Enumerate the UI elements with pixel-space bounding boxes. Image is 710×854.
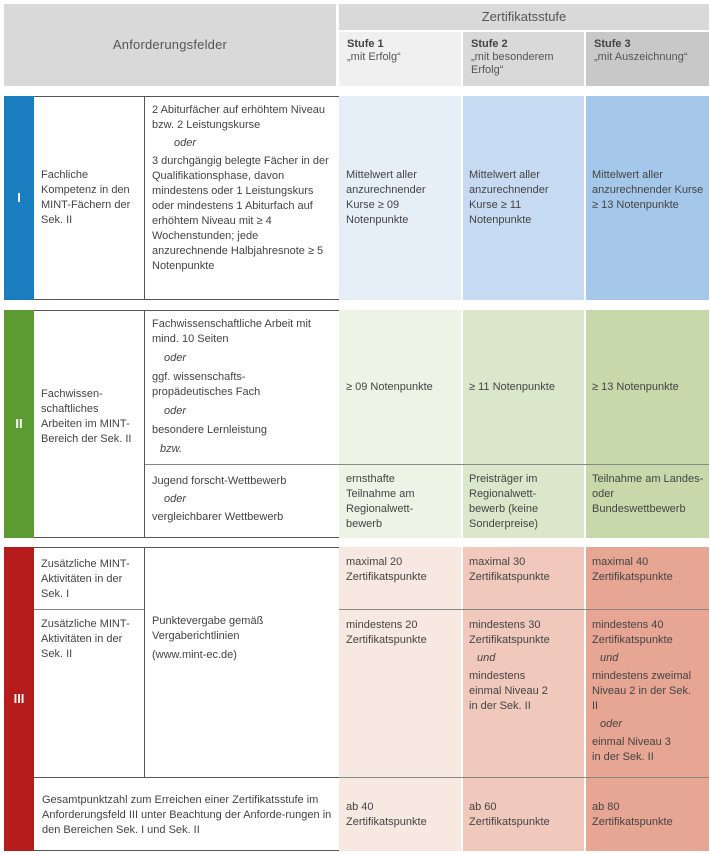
s2-req-b: ggf. wissenschafts-propädeutisches Fach: [152, 371, 261, 398]
s3-total-stufe1: ab 40 Zertifikatspunkte: [346, 801, 427, 828]
s3-b3-b: mindestens zweimal Niveau 2 in der Sek. II: [592, 670, 692, 712]
s2-stufe3-value: ≥ 13 Notenpunkte: [592, 381, 679, 393]
s3-b-stufe3: [592, 618, 704, 765]
s1-or: oder: [174, 137, 197, 149]
s2-or3: oder: [164, 493, 187, 505]
s2-bzw: bzw.: [160, 443, 183, 455]
s2-stufe1-value: ≥ 09 Notenpunkte: [346, 381, 433, 393]
s1-requirements: [152, 103, 336, 274]
section-1-marker: [4, 96, 34, 300]
s2-field: Fachwissen-schaftliches Arbeiten im MINT-Bereich der Sek. II: [41, 388, 132, 445]
s1-field: Fachliche Kompetenz in den MINT-Fächern der Sek. II: [41, 169, 131, 226]
s3-req-url: (www.mint-ec.de): [152, 649, 237, 661]
s1-bottom-line: [34, 299, 339, 300]
s3-a-stufe1: maximal 20 Zertifikatspunkte: [346, 556, 427, 583]
s3-a-stufe2: maximal 30 Zertifikatspunkte: [469, 556, 550, 583]
section-3-marker: [4, 547, 34, 851]
s3-b2-a: mindestens 30 Zertifikatspunkte: [469, 619, 550, 646]
header-stufe1: [339, 32, 461, 86]
s2-divider: [144, 310, 145, 538]
s3-b-stufe2: [469, 618, 581, 714]
section-2-roman: II: [15, 416, 23, 431]
s3-total-label: Gesamtpunktzahl zum Erreichen einer Zertifikatsstufe im Anforderungsfeld III unter Beachtung der Anforde-rungen in den Bereichen Sek. I und Sek. II: [42, 794, 332, 836]
s3-req: Punktevergabe gemäß Vergaberichtlinien: [152, 615, 264, 642]
s3-b2-b: mindestens einmal Niveau 2 in der Sek. II: [469, 670, 548, 712]
s1-top-line: [34, 96, 339, 97]
s2-comp-stufe3: Teilnahme am Landes- oder Bundeswettbewerb: [592, 473, 704, 515]
s2-req-c: besondere Lernleistung: [152, 424, 267, 436]
s1-stufe1-value: Mittelwert aller anzurechnender Kurse ≥ 09 Notenpunkte: [346, 169, 426, 226]
s3-b3-c: einmal Niveau 3 in der Sek. II: [592, 736, 671, 763]
s2-req-e: vergleichbarer Wettbewerb: [152, 511, 284, 523]
s3-line-a-right: [339, 609, 709, 610]
s2-mid-line: [144, 464, 709, 465]
s1-stufe3-value: Mittelwert aller anzurechnender Kurse ≥ 13 Notenpunkte: [592, 169, 704, 211]
s3-a-stufe3: maximal 40 Zertifikatspunkte: [592, 556, 673, 583]
s3-b2-und: und: [477, 652, 496, 664]
s3-top-line: [34, 547, 339, 548]
header-zertifikatsstufe: Zertifikatsstufe: [339, 4, 709, 30]
s3-line-total: [34, 777, 339, 778]
section-2-marker: [4, 310, 34, 538]
stufe1-label: Stufe 1: [347, 38, 384, 50]
s3-line-total-right: [339, 777, 709, 778]
s2-comp-stufe2: Preisträger im Regionalwett-bewerb (keine Sonderpreise): [469, 473, 539, 530]
stufe2-label: Stufe 2: [471, 38, 508, 50]
stufe3-sub: „mit Auszeichnung“: [594, 51, 688, 63]
stufe1-sub: „mit Erfolg“: [347, 51, 401, 63]
header-stufe2: [463, 32, 584, 86]
s3-b3-oder: oder: [600, 718, 623, 730]
s2-or2: oder: [164, 405, 187, 417]
stufe3-label: Stufe 3: [594, 38, 631, 50]
header-stufe3: [586, 32, 709, 86]
s3-b3-a: mindestens 40 Zertifikatspunkte: [592, 619, 673, 646]
s3-total-stufe3: ab 80 Zertifikatspunkte: [592, 801, 673, 828]
s2-req-d: Jugend forscht-Wettbewerb: [152, 475, 287, 487]
section-3-roman: III: [13, 691, 25, 706]
s2-requirements: [152, 317, 336, 457]
s1-req-a: 2 Abiturfächer auf erhöhtem Niveau bzw. 2 Leistungskurse: [152, 104, 326, 131]
s3-line-a: [34, 609, 144, 610]
s2-comp-stufe1: ernsthafte Teilnahme am Regionalwett-bewerb: [346, 473, 415, 530]
s3-b-stufe1: mindestens 20 Zertifikatspunkte: [346, 619, 427, 646]
s3-b3-und: und: [600, 652, 619, 664]
s1-divider: [144, 96, 145, 300]
s3-field-a: Zusätzliche MINT-Aktivitäten in der Sek. I: [41, 558, 130, 600]
s2-stufe2-value: ≥ 11 Notenpunkte: [469, 381, 555, 393]
s1-stufe2-value: Mittelwert aller anzurechnender Kurse ≥ 11 Notenpunkte: [469, 169, 549, 226]
s2-req-a: Fachwissenschaftliche Arbeit mit mind. 10 Seiten: [152, 318, 311, 345]
s3-requirements: [152, 614, 336, 663]
s3-bottom-line: [34, 850, 339, 851]
s3-total-stufe2: ab 60 Zertifikatspunkte: [469, 801, 550, 828]
header-anforderungsfelder: Anforderungsfelder: [4, 4, 336, 86]
s3-field-b: Zusätzliche MINT-Aktivitäten in der Sek. II: [41, 618, 130, 660]
s2-or1: oder: [164, 352, 187, 364]
s1-req-b: 3 durchgängig belegte Fächer in der Qualifikationsphase, davon mindestens oder 1 Leistungskurs oder mindestens 1 Abiturfach auf erhöhtem Niveau mit ≥ 4 Wochenstunden; jede anzurechnende Halbjahresnote ≥ 5 Notenpunkte: [152, 155, 329, 272]
stufe2-sub: „mit besonderem Erfolg“: [471, 51, 554, 76]
s2-top-line: [34, 310, 339, 311]
s3-divider: [144, 547, 145, 778]
section-1-roman: I: [17, 190, 21, 205]
s2-competition: [152, 474, 336, 525]
s2-bottom-line: [34, 537, 339, 538]
